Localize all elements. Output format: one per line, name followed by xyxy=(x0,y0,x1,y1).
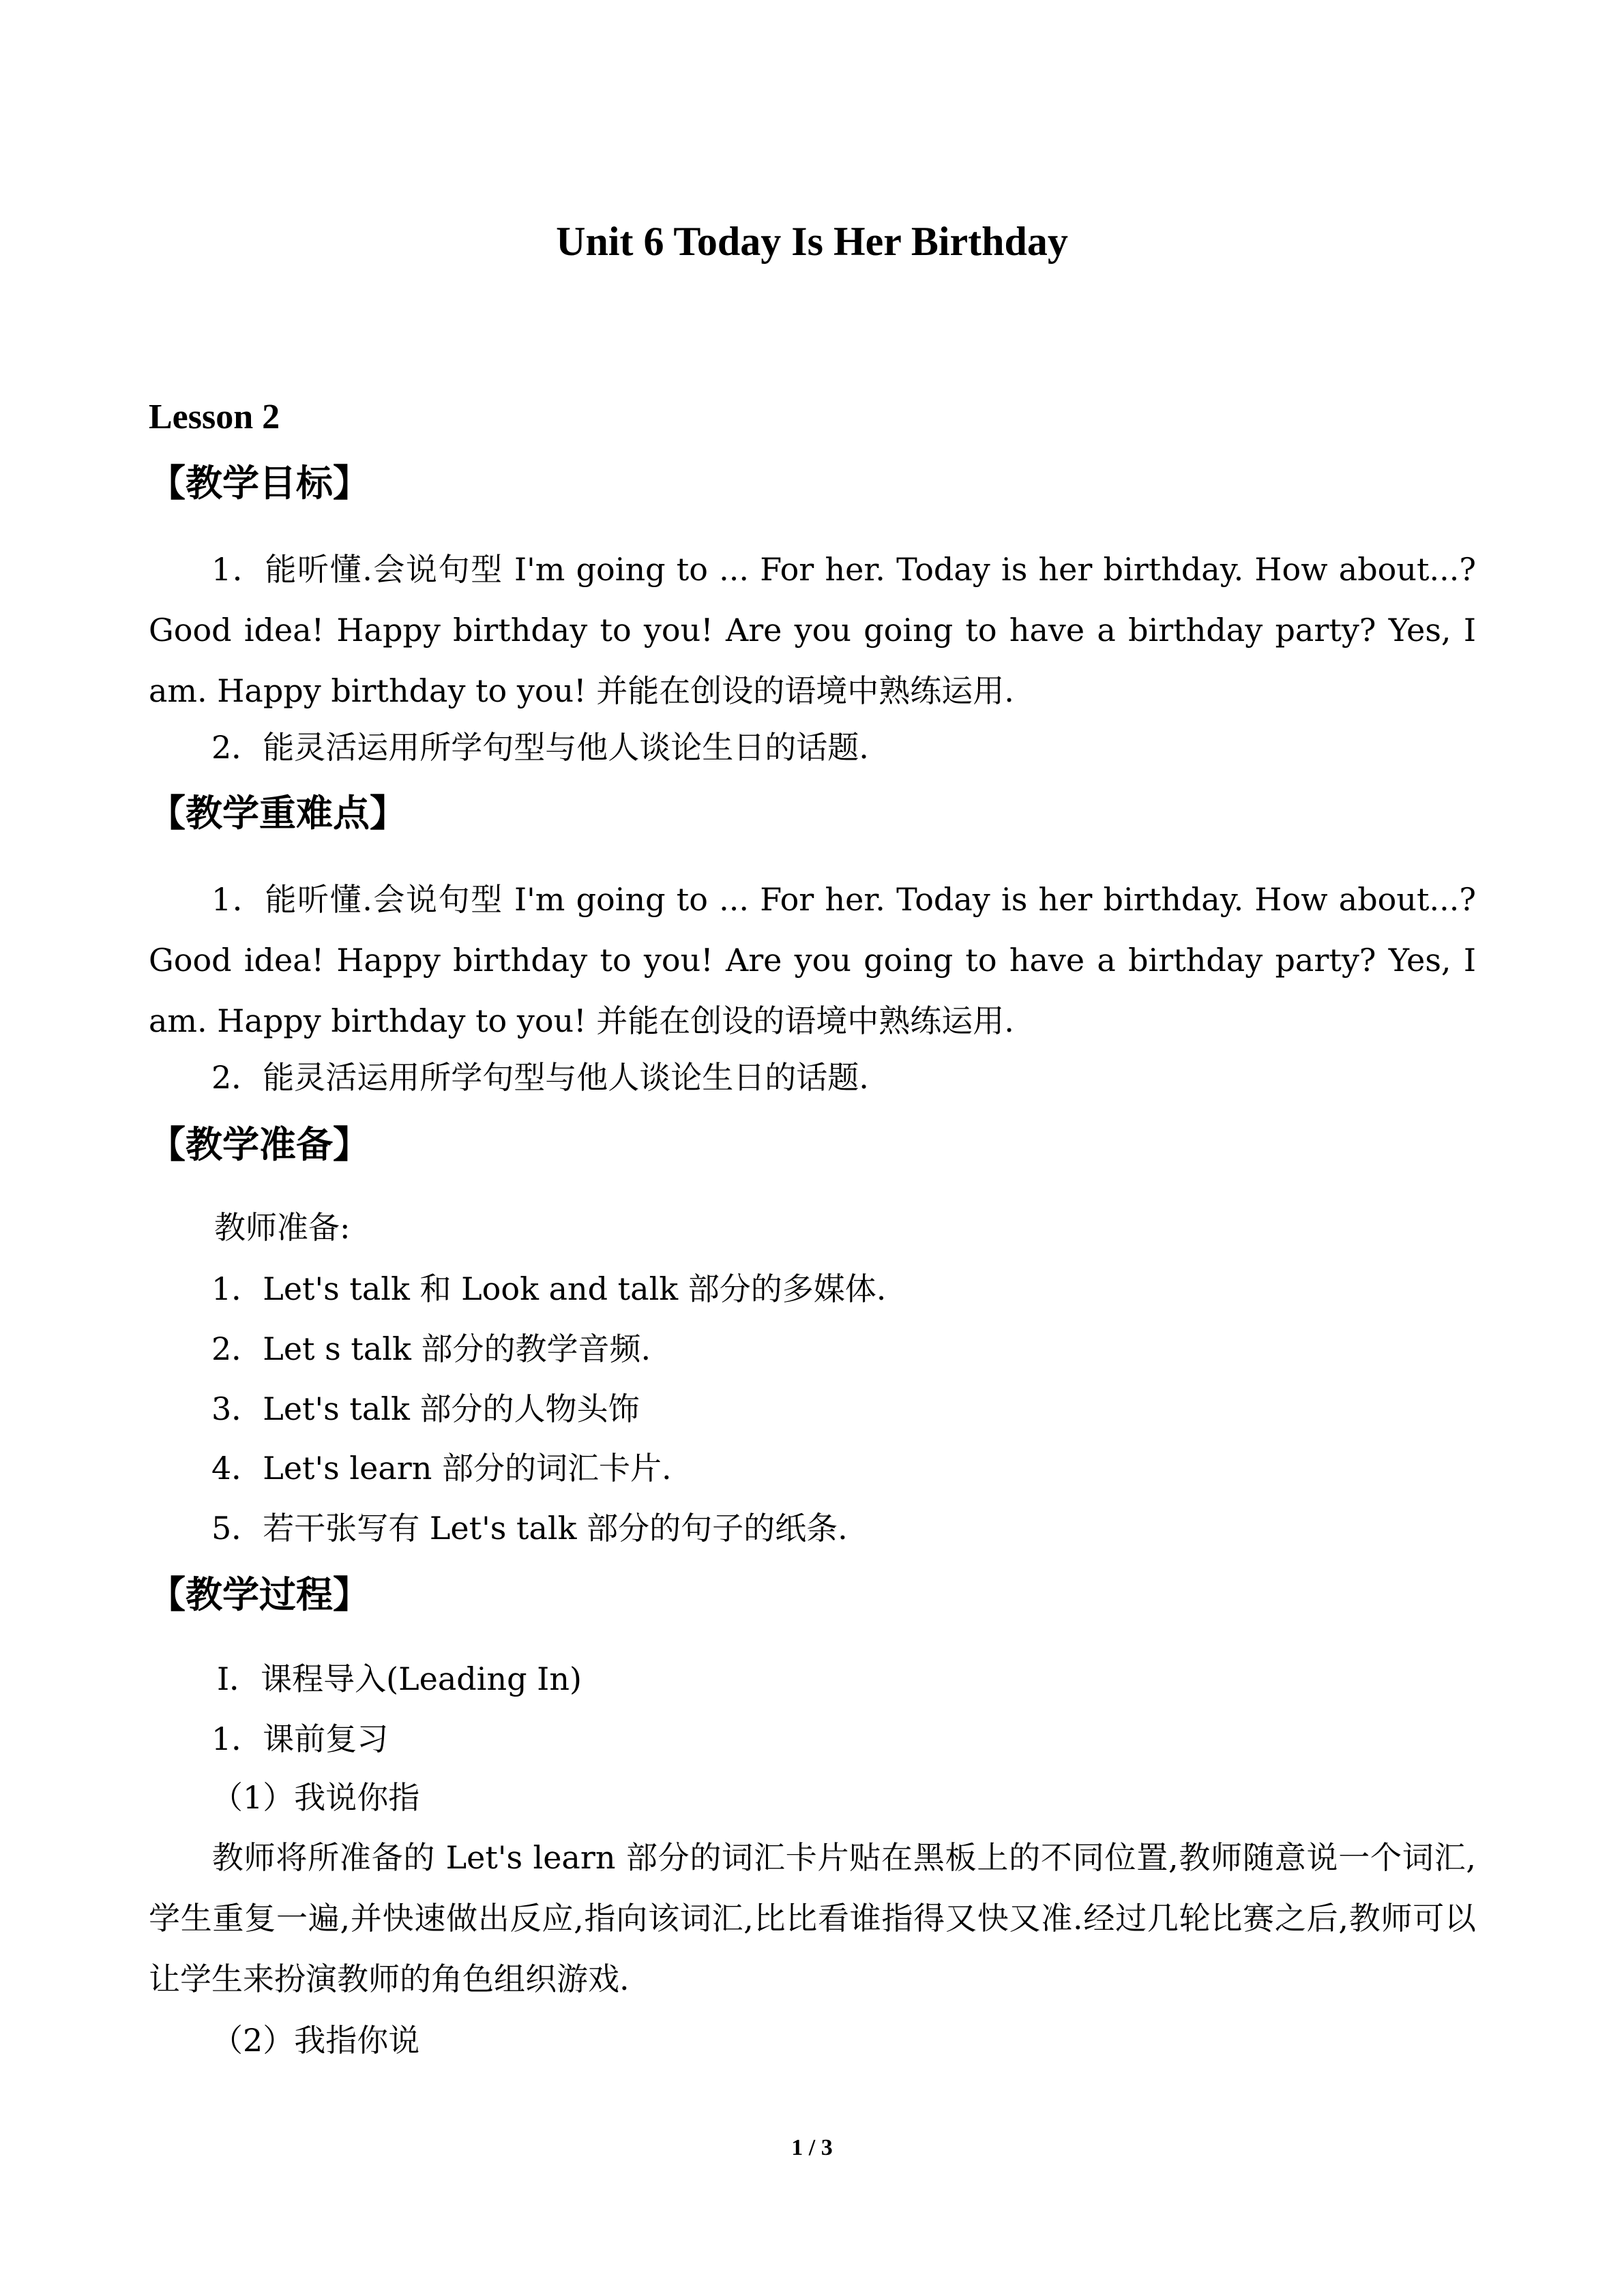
process-step-1: Ⅰ．课程导入(Leading In) xyxy=(217,1660,582,1697)
process-activity-1: （1）我说你指 xyxy=(211,1779,420,1816)
section-heading-process: 【教学过程】 xyxy=(149,1573,370,1616)
preparation-intro: 教师准备: xyxy=(214,1209,351,1246)
page-number: 1 / 3 xyxy=(791,2135,833,2160)
objectives-item-2: 2．能灵活运用所学句型与他人谈论生日的话题. xyxy=(211,729,869,766)
key-points-item-1: 1．能听懂.会说句型 I'm going to ... For her. Today is her birthday. How about...? Good idea! Happy birthday to you! Are you going to have a birthday party? Yes, I am. Happy birthday to you! 并能在创设的语境中熟练运用. xyxy=(149,881,1476,1039)
preparation-item-3: 3．Let's talk 部分的人物头饰 xyxy=(211,1390,640,1427)
preparation-item-5: 5．若干张写有 Let's talk 部分的句子的纸条. xyxy=(211,1510,848,1547)
preparation-item-1: 1．Let's talk 和 Look and talk 部分的多媒体. xyxy=(211,1270,887,1307)
process-sub-1: 1．课前复习 xyxy=(211,1720,389,1757)
objectives-item-1: 1．能听懂.会说句型 I'm going to ... For her. Today is her birthday. How about...? Good idea! Happy birthday to you! Are you going to have a birthday party? Yes, I am. Happy birthday to you! 并能在创设的语境中熟练运用. xyxy=(149,551,1476,709)
preparation-item-2: 2．Let s talk 部分的教学音频. xyxy=(211,1330,651,1367)
document-title: Unit 6 Today Is Her Birthday xyxy=(556,219,1068,264)
section-heading-key-points: 【教学重难点】 xyxy=(149,792,407,835)
section-heading-objectives: 【教学目标】 xyxy=(149,462,370,505)
key-points-item-2: 2．能灵活运用所学句型与他人谈论生日的话题. xyxy=(211,1059,869,1096)
section-heading-preparation: 【教学准备】 xyxy=(149,1123,370,1166)
lesson-label: Lesson 2 xyxy=(149,398,280,436)
process-activity-1-text: 教师将所准备的 Let's learn 部分的词汇卡片贴在黑板上的不同位置,教师随意说一个词汇,学生重复一遍,并快速做出反应,指向该词汇,比比看谁指得又快又准.经过几轮比赛之后,教师可以让学生来扮演教师的角色组织游戏. xyxy=(149,1839,1476,1997)
preparation-item-4: 4．Let's learn 部分的词汇卡片. xyxy=(211,1450,672,1487)
process-activity-2: （2）我指你说 xyxy=(211,2022,420,2059)
